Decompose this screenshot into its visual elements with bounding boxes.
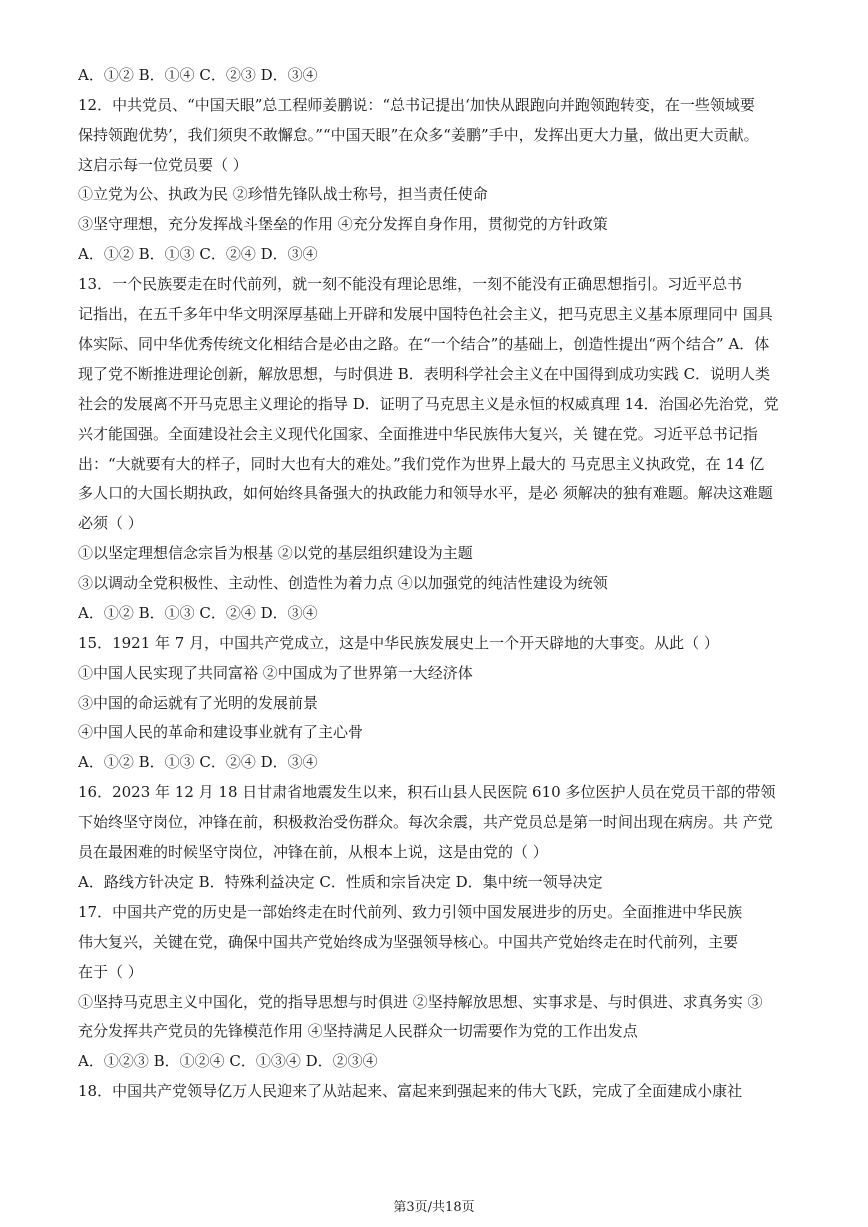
text-line: 多人口的大国长期执政，如何始终具备强大的执政能力和领导水平，是必 须解决的独有难题。解决这难题 bbox=[78, 484, 773, 502]
text-line: ③坚守理想，充分发挥战斗堡垒的作用 ④充分发挥自身作用，贯彻党的方针政策 bbox=[78, 215, 608, 233]
text-line: 兴才能国强。全面建设社会主义现代化国家、全面推进中华民族伟大复兴，关 键在党。习近平总书记指 bbox=[78, 425, 758, 443]
text-line: 下始终坚守岗位，冲锋在前，积极救治受伤群众。每次余震，共产党员总是第一时间出现在病房。共 产党 bbox=[78, 813, 773, 831]
text-line: ④中国人民的革命和建设事业就有了主心骨 bbox=[78, 723, 364, 741]
text-line: 员在最困难的时候坚守岗位，冲锋在前，从根本上说，这是由党的（ ） bbox=[78, 843, 548, 861]
text-line: 现了党不断推进理论创新，解放思想，与时俱进 B．表明科学社会主义在中国得到成功实践 C．说明人类 bbox=[78, 365, 771, 383]
text-line: 18．中国共产党领导亿万人民迎来了从站起来、富起来到强起来的伟大飞跃，完成了全面建成小康社 bbox=[78, 1082, 743, 1100]
text-line: 在于（ ） bbox=[78, 963, 143, 981]
text-line: 体实际、同中华优秀传统文化相结合是必由之路。在“一个结合”的基础上，创造性提出“两个结合” A．体 bbox=[78, 335, 770, 353]
text-line: ③中国的命运就有了光明的发展前景 bbox=[78, 694, 319, 712]
text-line: ③以调动全党积极性、主动性、创造性为着力点 ④以加强党的纯洁性建设为统领 bbox=[78, 574, 608, 592]
text-line: 充分发挥共产党员的先锋模范作用 ④坚持满足人民群众一切需要作为党的工作出发点 bbox=[78, 1022, 638, 1040]
text-line: A．①② B．①③ C．②④ D．③④ bbox=[78, 753, 318, 771]
text-line: A．①② B．①④ C．②③ D．③④ bbox=[78, 66, 318, 84]
text-line: ①立党为公、执政为民 ②珍惜先锋队战士称号，担当责任使命 bbox=[78, 185, 488, 203]
text-line: ①坚持马克思主义中国化，党的指导思想与时俱进 ②坚持解放思想、实事求是、与时俱进、求真务实 ③ bbox=[78, 993, 763, 1011]
text-line: ①以坚定理想信念宗旨为根基 ②以党的基层组织建设为主题 bbox=[78, 544, 473, 562]
text-line: 保持领跑优势’，我们须臾不敢懈怠。”“中国天眼”在众多“姜鹏”手中，发挥出更大力量，做出更大贡献。 bbox=[78, 126, 759, 144]
text-line: 社会的发展离不开马克思主义理论的指导 D．证明了马克思主义是永恒的权威真理 14．治国必先治党，党 bbox=[78, 395, 779, 413]
text-line: 12．中共党员、“中国天眼”总工程师姜鹏说：“总书记提出‘加快从跟跑向并跑领跑转变，在一些领域要 bbox=[78, 96, 755, 114]
text-line: A．路线方针决定 B．特殊利益决定 C．性质和宗旨决定 D．集中统一领导决定 bbox=[78, 873, 603, 891]
text-line: 17．中国共产党的历史是一部始终走在时代前列、致力引领中国发展进步的历史。全面推进中华民族 bbox=[78, 903, 743, 921]
text-line: A．①② B．①③ C．②④ D．③④ bbox=[78, 245, 318, 263]
text-line: 必须（ ） bbox=[78, 514, 143, 532]
text-line: A．①② B．①③ C．②④ D．③④ bbox=[78, 604, 318, 622]
text-line: 伟大复兴，关键在党，确保中国共产党始终成为坚强领导核心。中国共产党始终走在时代前列，主要 bbox=[78, 933, 739, 951]
text-line: 这启示每一位党员要（ ） bbox=[78, 156, 248, 174]
text-line: 13．一个民族要走在时代前列，就一刻不能没有理论思维，一刻不能没有正确思想指引。习近平总书 bbox=[78, 275, 743, 293]
page-number-footer: 第3页/共18页 bbox=[393, 1200, 475, 1215]
text-line: 记指出，在五千多年中华文明深厚基础上开辟和发展中国特色社会主义，把马克思主义基本原理同中 国具 bbox=[78, 305, 773, 323]
text-line: ①中国人民实现了共同富裕 ②中国成为了世界第一大经济体 bbox=[78, 664, 473, 682]
text-line: A．①②③ B．①②④ C．①③④ D．②③④ bbox=[78, 1052, 378, 1070]
text-line: 15．1921 年 7 月，中国共产党成立，这是中华民族发展史上一个开天辟地的大事变。从此（ ） bbox=[78, 634, 719, 652]
text-line: 16．2023 年 12 月 18 日甘肃省地震发生以来，积石山县人民医院 610 多位医护人员在党员干部的带领 bbox=[78, 783, 776, 801]
text-line: 出：“大就要有大的样子，同时大也有大的难处。”我们党作为世界上最大的 马克思主义执政党，在 14 亿 bbox=[78, 455, 765, 473]
